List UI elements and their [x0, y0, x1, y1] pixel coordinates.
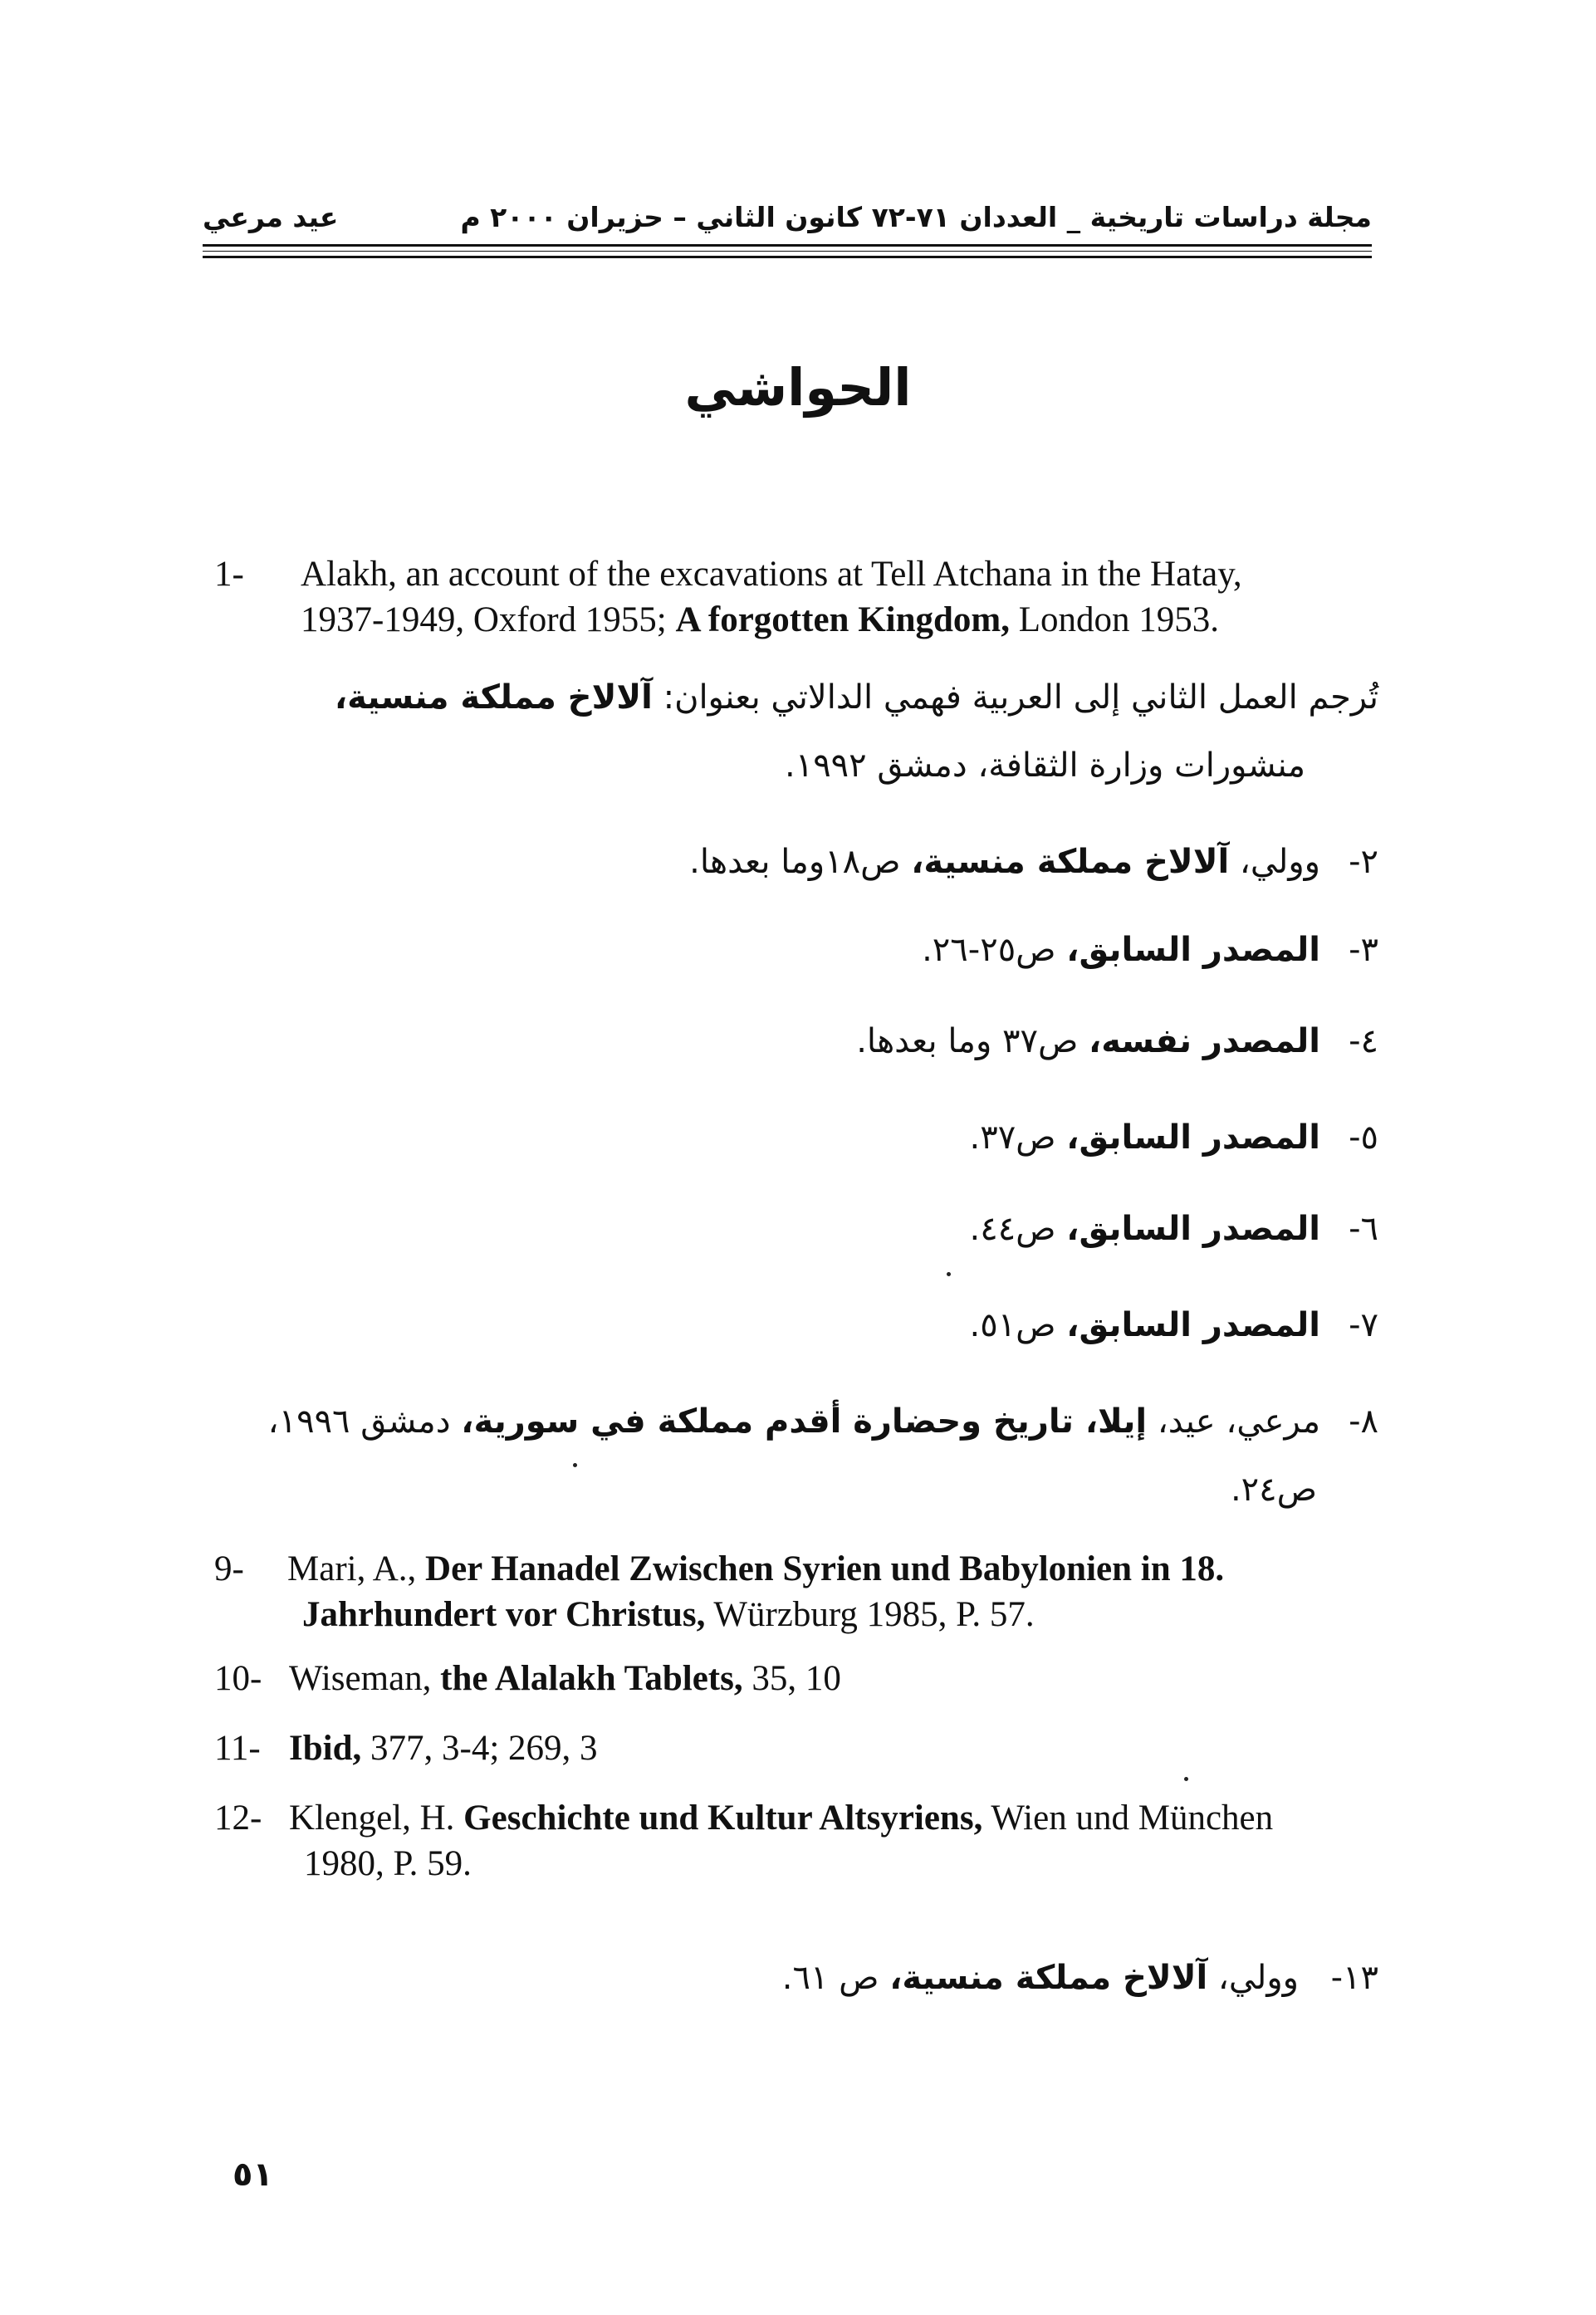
footnote-book-title: آلالاخ مملكة منسية، — [334, 678, 653, 717]
print-speck — [947, 1272, 951, 1276]
footnote-text: Mari, A., — [287, 1549, 426, 1588]
footnote-11 — [214, 1725, 1377, 1771]
page-title: الحواشي — [684, 357, 912, 418]
header-rule — [203, 251, 1372, 252]
footnote-number: ٦- — [1349, 1210, 1378, 1248]
footnote-book-title: آلالاخ مملكة منسية، — [889, 1959, 1208, 1997]
footnote-text: تُرجم العمل الثاني إلى العربية فهمي الدالاتي بعنوان: — [652, 678, 1378, 717]
footnote-9 — [214, 1546, 1377, 1637]
footnote-13 — [782, 1951, 1378, 2004]
footnote-text: 377, 3-4; 269, 3 — [361, 1729, 598, 1768]
page-number: ٥١ — [233, 2156, 273, 2194]
footnote-number: 11- — [214, 1729, 261, 1768]
footnote-text: Wien und München — [982, 1799, 1274, 1838]
footnote-text: ص٢٥-٢٦. — [922, 931, 1067, 969]
header-rule — [203, 256, 1372, 258]
header-rule — [203, 244, 1372, 247]
footnote-text: ص ٦١. — [781, 1959, 890, 1997]
footnote-source: المصدر السابق، — [1066, 1210, 1320, 1248]
footnote-1-translation — [335, 671, 1378, 724]
footnote-5 — [969, 1111, 1378, 1164]
footnote-text: وولي، — [1207, 1959, 1299, 1997]
footnote-book-title: the Alalakh Tablets, — [440, 1659, 743, 1698]
journal-title: مجلة دراسات تاريخية _ العددان ٧١-٧٢ كانون الثاني – حزيران ٢٠٠٠ م — [460, 201, 1372, 233]
footnote-number: ٢- — [1349, 843, 1378, 881]
footnote-text: Klengel, H. — [289, 1799, 464, 1838]
footnote-source: المصدر نفسه، — [1089, 1022, 1320, 1060]
footnote-book-title: Geschichte und Kultur Altsyriens, — [463, 1799, 983, 1838]
footnote-number: ٥- — [1349, 1118, 1378, 1157]
footnote-1 — [214, 551, 1377, 643]
footnote-text: ص١٨وما بعدها. — [689, 843, 912, 881]
author-name: عيد مرعي — [203, 201, 339, 233]
footnote-3 — [922, 923, 1378, 976]
footnote-text: Alakh, an account of the excavations at Tell Atchana in the Hatay, — [301, 555, 1242, 594]
footnote-number: ٨- — [1349, 1402, 1378, 1441]
footnote-7 — [969, 1299, 1378, 1352]
footnote-book-title: إيلا، تاريخ وحضارة أقدم مملكة في سورية، — [461, 1402, 1148, 1441]
footnote-text: ص٣٧ وما بعدها. — [856, 1022, 1089, 1060]
footnote-text: 35, 10 — [742, 1659, 841, 1698]
footnote-12 — [214, 1795, 1377, 1887]
footnote-text: Würzburg 1985, P. 57. — [705, 1595, 1035, 1634]
print-speck — [573, 1463, 577, 1467]
footnote-source: المصدر السابق، — [1066, 931, 1320, 969]
footnote-book-title: Jahrhundert vor Christus, — [302, 1595, 706, 1634]
footnote-number: 12- — [214, 1799, 262, 1838]
footnote-text: مرعي، عيد، — [1147, 1402, 1320, 1441]
footnote-10 — [214, 1656, 1377, 1701]
footnote-number: ٧- — [1349, 1306, 1378, 1344]
footnote-number: ١٣- — [1330, 1959, 1378, 1997]
footnote-number: ٤- — [1349, 1022, 1378, 1060]
footnote-2 — [689, 835, 1378, 888]
footnote-source: Ibid, — [289, 1729, 362, 1768]
footnote-8 — [268, 1395, 1378, 1448]
footnote-8-line2: ص٢٤. — [1230, 1471, 1317, 1509]
footnote-text: دمشق ١٩٩٦، — [267, 1402, 462, 1441]
footnote-text: ص٥١. — [969, 1306, 1067, 1344]
footnote-number: 9- — [214, 1549, 244, 1588]
footnote-text: 1937-1949, Oxford 1955; — [301, 600, 676, 639]
footnote-number: ٣- — [1349, 931, 1378, 969]
footnote-text: ص٣٧. — [969, 1118, 1067, 1157]
footnote-number: 10- — [214, 1659, 262, 1698]
footnote-book-title: آلالاخ مملكة منسية، — [911, 843, 1230, 881]
footnote-source: المصدر السابق، — [1066, 1118, 1320, 1157]
footnote-source: المصدر السابق، — [1066, 1306, 1320, 1344]
footnote-4 — [856, 1015, 1378, 1068]
footnote-book-title: A forgotten Kingdom, — [675, 600, 1010, 639]
footnote-1-translation-line2: منشورات وزارة الثقافة، دمشق ١٩٩٢. — [784, 746, 1305, 785]
footnote-number: 1- — [214, 555, 244, 594]
footnote-text: ص٤٤. — [969, 1210, 1067, 1248]
footnote-book-title: Der Hanadel Zwischen Syrien und Babylonien in 18. — [425, 1549, 1225, 1588]
footnote-6 — [969, 1202, 1378, 1255]
footnote-text: وولي، — [1229, 843, 1320, 881]
footnote-text: 1980, P. 59. — [304, 1844, 472, 1883]
print-speck — [1184, 1777, 1188, 1781]
running-header — [203, 193, 1372, 242]
footnote-text: Wiseman, — [289, 1659, 441, 1698]
footnote-text: London 1953. — [1010, 600, 1220, 639]
